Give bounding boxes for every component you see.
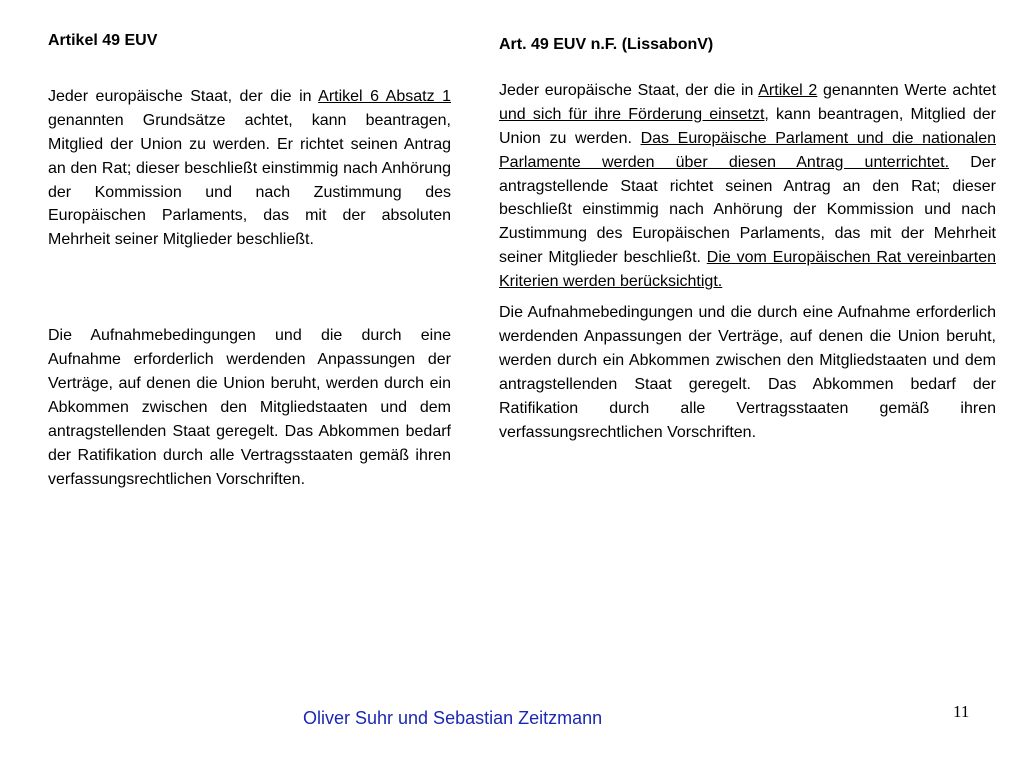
right-p1-underlined-4: Die vom Europäischen Rat vereinbarten Kriterien werden berücksichtigt. [499,249,997,291]
right-column-new-version [499,33,996,445]
right-p1-underlined-1: Artikel 2 [758,81,818,99]
left-p1-underlined-reference: Artikel 6 Absatz 1 [318,87,451,105]
right-p1-text-4: Der antragstellende Staat richtet seinen Antrag an den Rat; dieser beschließt einstimmig nach Anhörung der Kommission und nach Zustimmung des Europäischen Parlaments, das mit der Mehrheit seiner Mitglieder beschließt. [499,153,996,267]
right-p1-text-2: genannten Werte achtet [817,81,997,99]
left-paragraph-1 [48,85,451,252]
page-number: 11 [953,702,970,721]
left-p1-text-2: genannten Grundsätze achtet, kann beantragen, Mitglied der Union zu werden. Er richtet seinen Antrag an den Rat; dieser beschließt einstimmig nach Anhörung der Kommission und nach Zustimmung des Europäischen Parlaments, das mit der absoluten Mehrheit seiner Mitglieder beschließt. [48,111,451,249]
right-paragraph-1 [499,79,996,294]
left-p1-text-1: Jeder europäische Staat, der die in [48,87,319,105]
right-p1-underlined-2: und sich für ihre Förderung einsetzt [499,105,765,123]
right-heading: Art. 49 EUV n.F. (LissabonV) [499,36,714,53]
left-heading: Artikel 49 EUV [48,32,158,49]
right-paragraph-2: Die Aufnahmebedingungen und die durch eine Aufnahme erforderlich werdenden Anpassungen der Verträge, auf denen die Union beruht, werden durch ein Abkommen zwischen den Mitgliedstaaten und dem antragstellenden Staat geregelt. Das Abkommen bedarf der Ratifikation durch alle Vertragsstaaten gemäß ihren verfassungsrechtlichen Vorschriften. [499,304,996,441]
left-paragraph-2: Die Aufnahmebedingungen und die durch eine Aufnahme erforderlich werdenden Anpassungen der Verträge, auf denen die Union beruht, werden durch ein Abkommen zwischen den Mitgliedstaaten und dem antragstellenden Staat geregelt. Das Abkommen bedarf der Ratifikation durch alle Vertragsstaaten gemäß ihren verfassungsrechtlichen Vorschriften. [48,327,451,488]
footer-authors: Oliver Suhr und Sebastian Zeitzmann [303,708,603,728]
right-p1-underlined-3: Das Europäische Parlament und die nationalen Parlamente werden über diesen Antrag unterrichtet. [499,129,996,171]
right-p1-text-3: , kann beantragen, Mitglied der Union zu werden. [499,105,996,147]
left-column-old-version [48,29,451,492]
right-p1-text-1: Jeder europäische Staat, der die in [499,81,759,99]
